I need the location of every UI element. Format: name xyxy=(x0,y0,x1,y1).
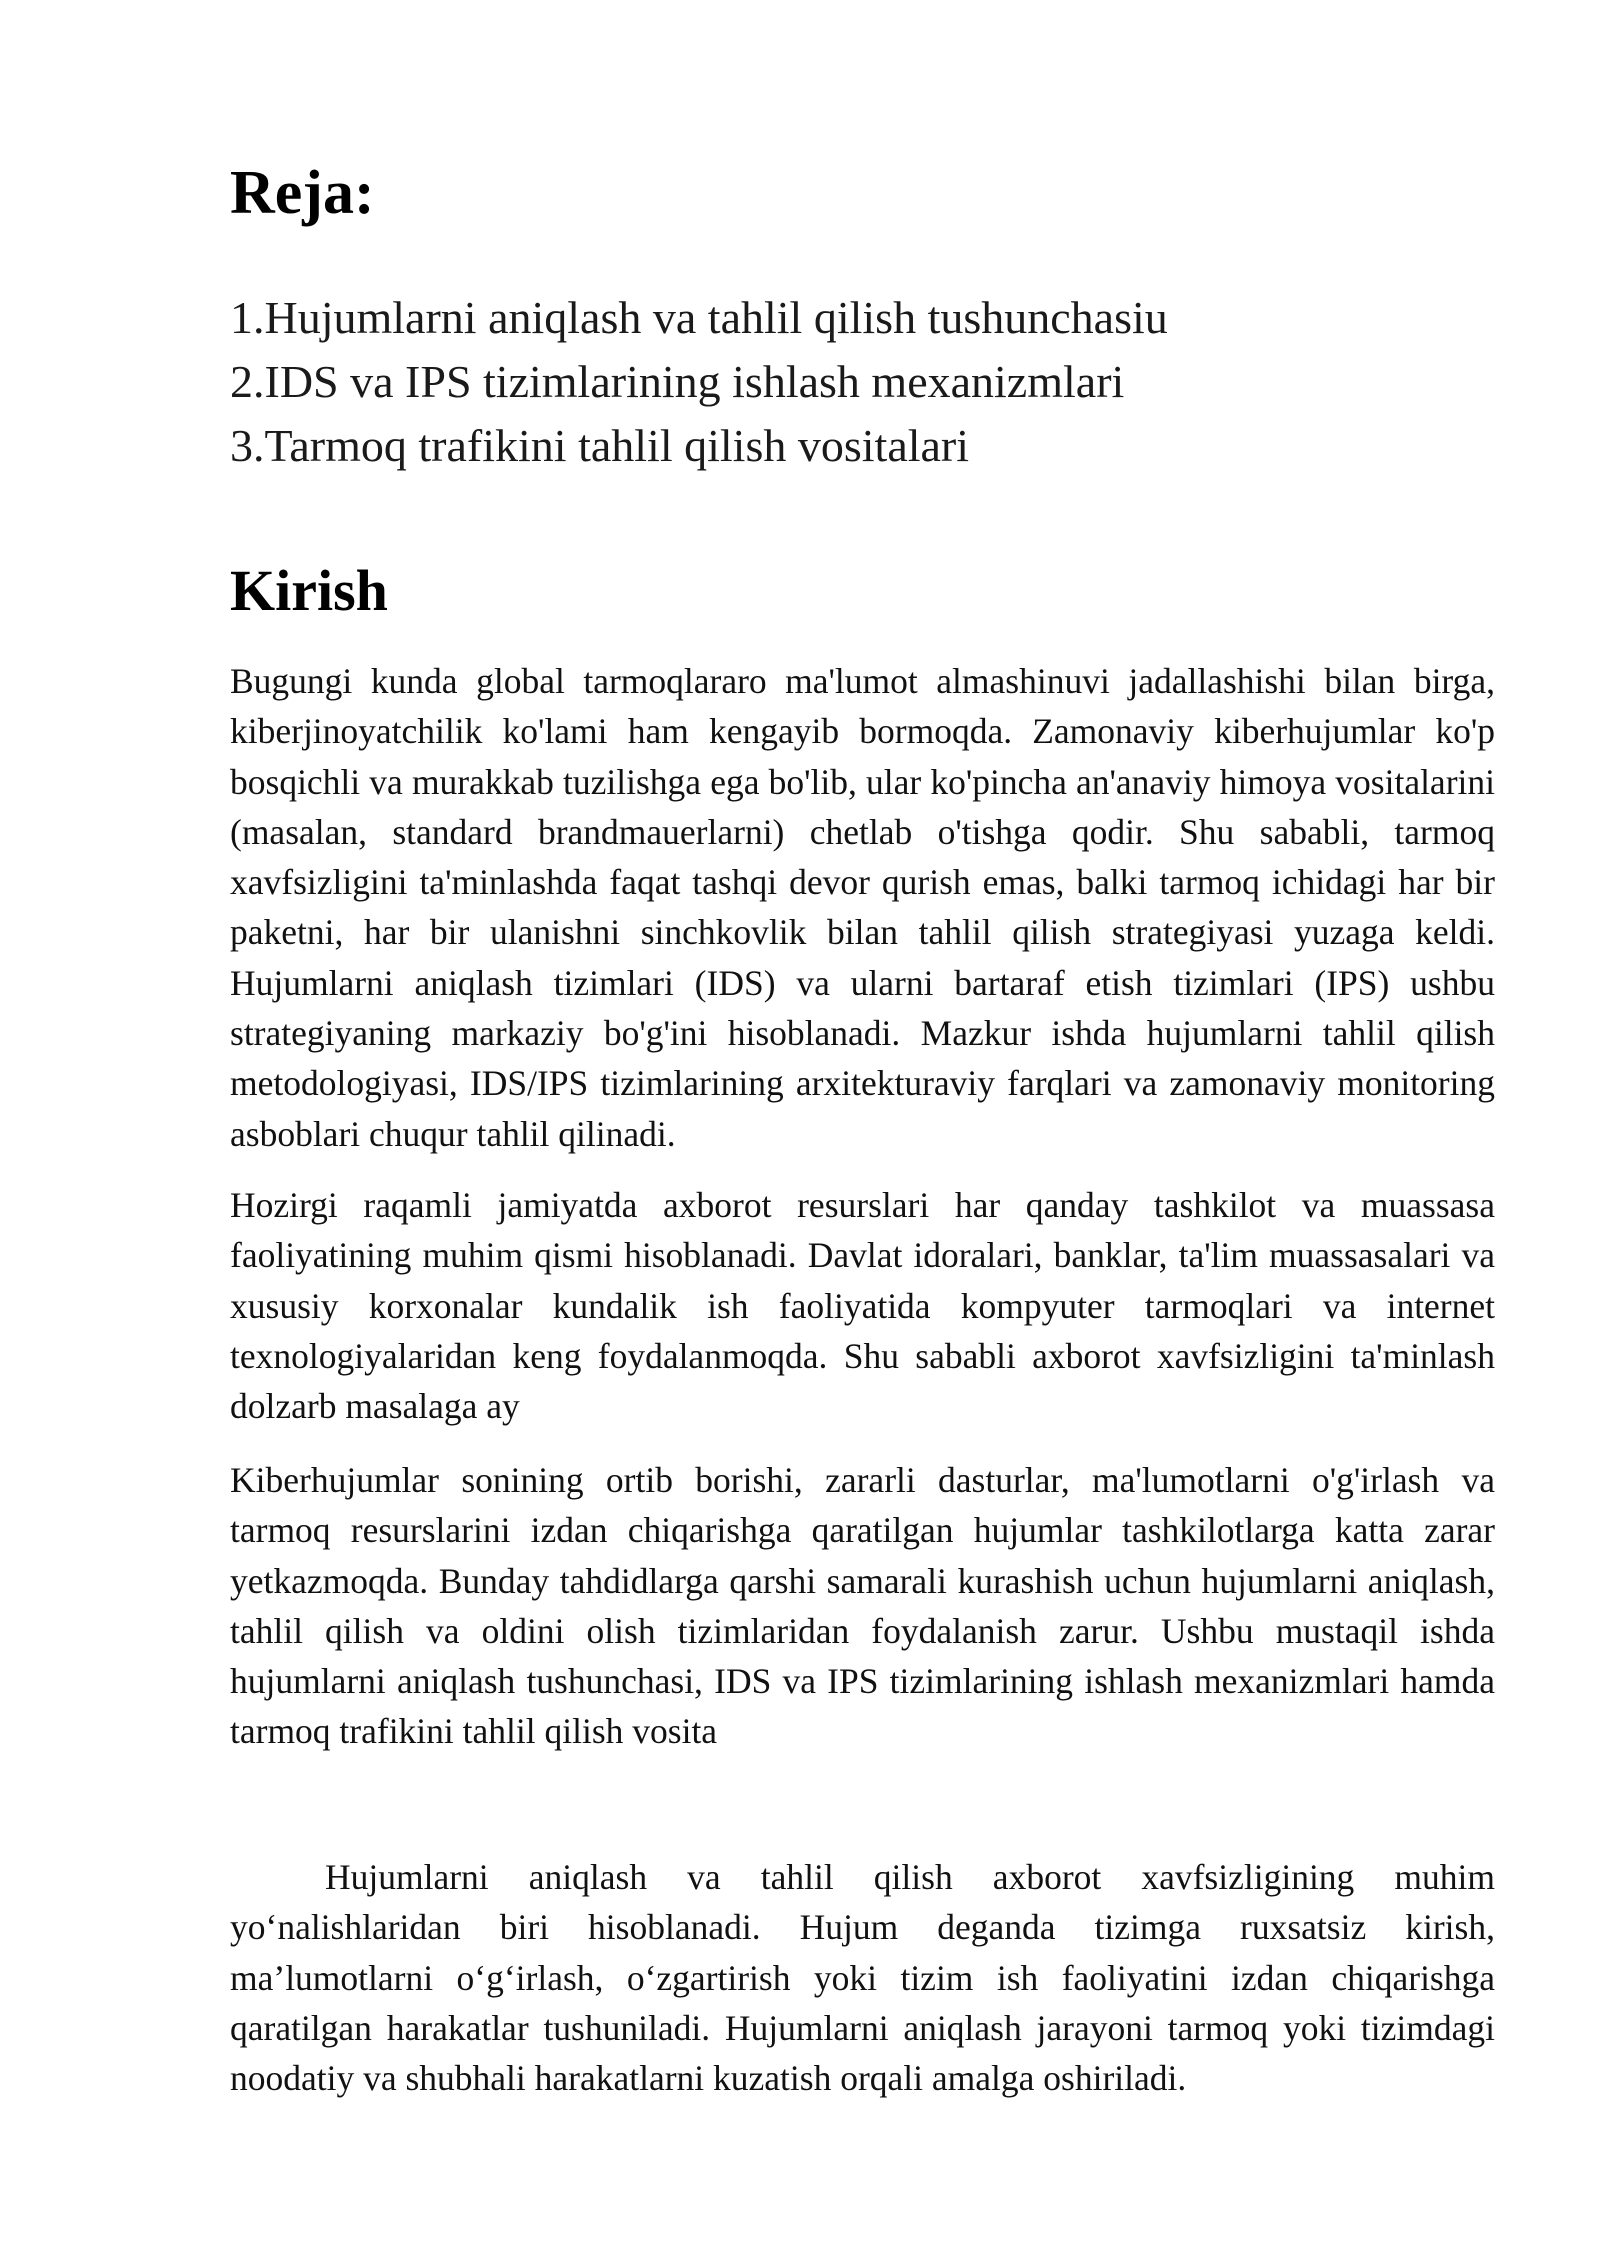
intro-heading: Kirish xyxy=(230,558,388,623)
body-paragraph: Hujumlarni aniqlash va tahlil qilish axborot xavfsizligining muhim yo‘nalishlaridan biri hisoblanadi. Hujum deganda tizimga ruxsatsiz kirish, ma’lumotlarni o‘g‘irlash, o‘zgartirish yoki tizim ish faoliyatini izdan chiqarishga qaratilgan harakatlar tushuniladi. Hujumlarni aniqlash jarayoni tarmoq yoki tizimdagi noodatiy va shubhali harakatlarni kuzatish orqali amalga oshiriladi. xyxy=(230,1857,1495,2099)
body-paragraph: Kiberhujumlar sonining ortib borishi, zararli dasturlar, ma'lumotlarni o'g'irlash va tarmoq resurslarini izdan chiqarishga qaratilgan hujumlar tashkilotlarga katta zarar yetkazmoqda. Bunday tahdidlarga qarshi samarali kurashish uchun hujumlarni aniqlash, tahlil qilish va oldini olish tizimlaridan foydalanish zarur. Ushbu mustaqil ishda hujumlarni aniqlash tushunchasi, IDS va IPS tizimlarining ishlash mexanizmlari hamda tarmoq trafikini tahlil qilish vosita xyxy=(230,1460,1495,1752)
plan-item: 1.Hujumlarni aniqlash va tahlil qilish tushunchasiu xyxy=(230,292,1168,343)
plan-heading: Reja: xyxy=(230,159,375,227)
intro-paragraph: Bugungi kunda global tarmoqlararo ma'lumot almashinuvi jadallashishi bilan birga, kiberjinoyatchilik ko'lami ham kengayib bormoqda. Zamonaviy kiberhujumlar ko'p bosqichli va murakkab tuzilishga ega bo'lib, ular ko'pincha an'anaviy himoya vositalarini (masalan, standard brandmauerlarni) chetlab o'tishga qodir. Shu sababli, tarmoq xavfsizligini ta'minlashda faqat tashqi devor qurish emas, balki tarmoq ichidagi har bir paketni, har bir ulanishni sinchkovlik bilan tahlil qilish strategiyasi yuzaga keldi. Hujumlarni aniqlash tizimlari (IDS) va ularni bartaraf etish tizimlari (IPS) ushbu strategiyaning markaziy bo'g'ini hisoblanadi. Mazkur ishda hujumlarni tahlil qilish metodologiyasi, IDS/IPS tizimlarining arxitekturaviy farqlari va zamonaviy monitoring asboblari chuqur tahlil qilinadi. xyxy=(230,661,1495,1154)
body-paragraph: Hozirgi raqamli jamiyatda axborot resurslari har qanday tashkilot va muassasa faoliyatining muhim qismi hisoblanadi. Davlat idoralari, banklar, ta'lim muassasalari va xususiy korxonalar kundalik ish faoliyatida kompyuter tarmoqlari va internet texnologiyalaridan keng foydalanmoqda. Shu sababli axborot xavfsizligini ta'minlash dolzarb masalaga ay xyxy=(230,1185,1495,1427)
plan-list xyxy=(230,286,1168,478)
document-page xyxy=(230,0,1495,2262)
plan-item: 2.IDS va IPS tizimlarining ishlash mexanizmlari xyxy=(230,356,1125,407)
plan-item: 3.Tarmoq trafikini tahlil qilish vositalari xyxy=(230,420,970,471)
